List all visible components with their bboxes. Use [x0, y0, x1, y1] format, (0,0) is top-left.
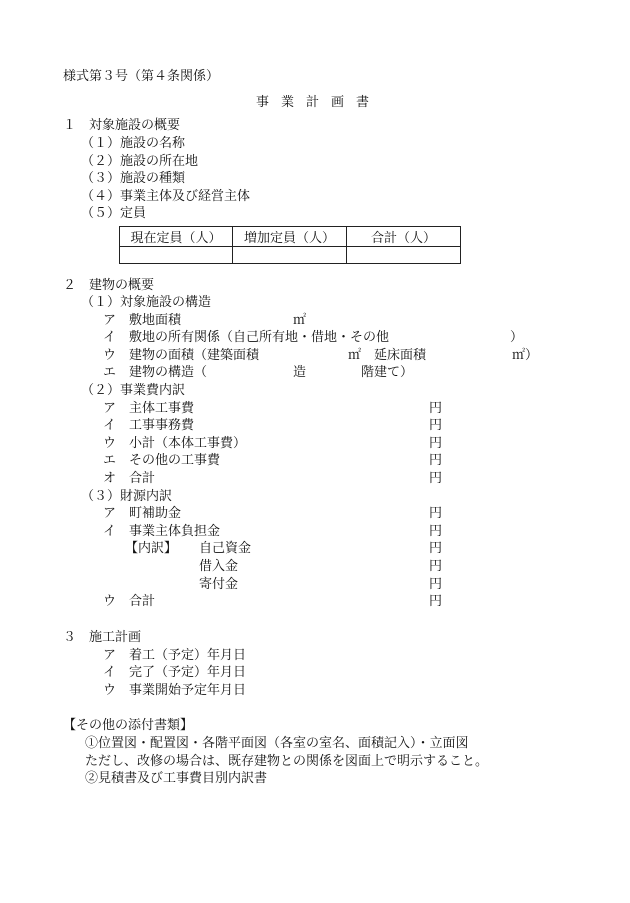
form-number: 様式第３号（第４条関係）: [63, 69, 220, 84]
yen-unit: 円: [429, 506, 443, 521]
attachments-line: ②見積書及び工事費目別内訳書: [85, 771, 268, 786]
funding-heading: （３）財源内訳: [81, 489, 173, 504]
attachments-line: ただし、改修の場合は、既存建物との関係を図面上で明示すること。: [85, 754, 489, 769]
cost-item: エ その他の工事費: [103, 453, 221, 468]
building-area-unit: ㎡ 延床面積: [348, 348, 427, 363]
yen-unit: 円: [429, 471, 443, 486]
yen-unit: 円: [429, 453, 443, 468]
table-header-total: 合計（人）: [347, 227, 461, 247]
building-structure-floors: 階建て）: [361, 365, 414, 380]
attachments-heading: 【その他の添付書類】: [63, 718, 194, 733]
section1-item: （２）施設の所在地: [81, 154, 199, 169]
schedule-item: ア 着工（予定）年月日: [103, 648, 247, 663]
capacity-table: [119, 226, 461, 264]
cost-item: イ 工事事務費: [103, 418, 195, 433]
schedule-item: イ 完了（予定）年月日: [103, 665, 247, 680]
breakdown-item: 自己資金: [199, 541, 252, 556]
table-cell-increase[interactable]: [233, 247, 347, 264]
yen-unit: 円: [429, 401, 443, 416]
document-title: 事業計画書: [256, 95, 382, 110]
cost-breakdown-heading: （２）事業費内訳: [81, 383, 186, 398]
operator-share-label: イ 事業主体負担金: [103, 524, 221, 539]
table-header-increase: 増加定員（人）: [233, 227, 347, 247]
breakdown-item: 借入金: [199, 559, 239, 574]
cost-item: ウ 小計（本体工事費）: [103, 436, 247, 451]
site-ownership-close: ）: [510, 330, 524, 345]
yen-unit: 円: [429, 559, 443, 574]
site-ownership-label: イ 敷地の所有関係（自己所有地・借地・その他: [103, 330, 390, 345]
yen-unit: 円: [429, 524, 443, 539]
section1-item: （５）定員: [81, 206, 147, 221]
section1-item: （４）事業主体及び経営主体: [81, 189, 251, 204]
table-cell-total[interactable]: [347, 247, 461, 264]
table-cell-current[interactable]: [120, 247, 233, 264]
yen-unit: 円: [429, 436, 443, 451]
schedule-item: ウ 事業開始予定年月日: [103, 683, 247, 698]
funding-total-label: ウ 合計: [103, 594, 156, 609]
section3-heading: ３ 施工計画: [63, 630, 142, 645]
yen-unit: 円: [429, 594, 443, 609]
building-area-label: ウ 建物の面積（建築面積: [103, 348, 260, 363]
table-row: [120, 247, 461, 264]
attachments-line: ①位置図・配置図・各階平面図（各室の室名、面積記入）・立面図: [85, 736, 469, 751]
town-subsidy-label: ア 町補助金: [103, 506, 182, 521]
table-header-row: [120, 227, 461, 247]
table-header-current: 現在定員（人）: [120, 227, 233, 247]
section1-heading: １ 対象施設の概要: [63, 118, 181, 133]
building-structure-label: エ 建物の構造（: [103, 365, 208, 380]
site-area-label: ア 敷地面積: [103, 313, 182, 328]
yen-unit: 円: [429, 577, 443, 592]
yen-unit: 円: [429, 541, 443, 556]
structure-heading: （１）対象施設の構造: [81, 295, 212, 310]
breakdown-item: 寄付金: [199, 577, 239, 592]
cost-item: ア 主体工事費: [103, 401, 195, 416]
building-structure-type: 造: [293, 365, 307, 380]
site-area-unit: ㎡: [293, 313, 307, 328]
section2-heading: ２ 建物の概要: [63, 278, 155, 293]
section1-item: （１）施設の名称: [81, 136, 186, 151]
cost-item: オ 合計: [103, 471, 156, 486]
yen-unit: 円: [429, 418, 443, 433]
breakdown-label: 【内訳】: [125, 541, 178, 556]
section1-item: （３）施設の種類: [81, 171, 186, 186]
floor-area-unit: ㎡）: [512, 348, 539, 363]
